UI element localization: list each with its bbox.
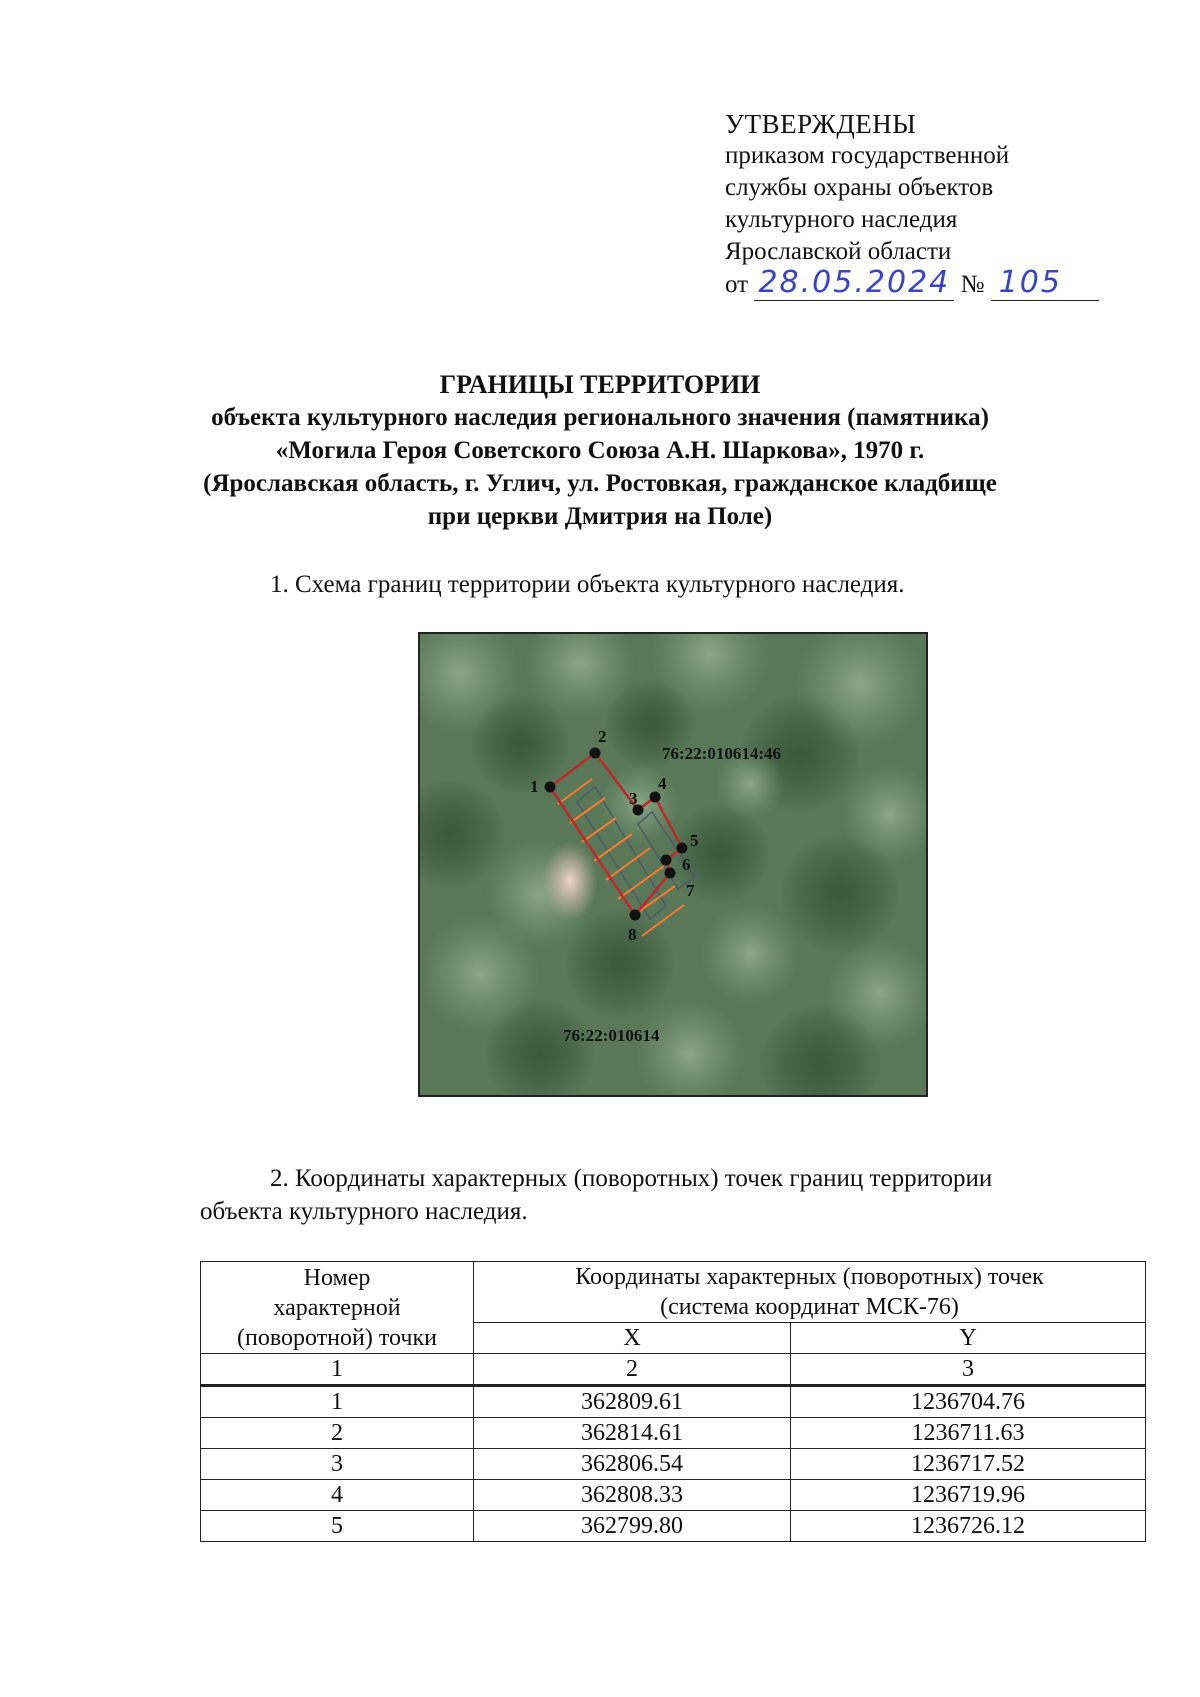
section-2-line: 2. Координаты характерных (поворотных) точек границ территории: [270, 1165, 993, 1192]
number-field: [991, 265, 1099, 301]
boundary-point: [630, 910, 641, 921]
point-label: 4: [658, 774, 667, 793]
header-point-number: [201, 1262, 474, 1354]
y-cell: 1236719.96: [791, 1480, 1146, 1511]
point-label: 2: [598, 727, 607, 746]
heading-line: при церкви Дмитрия на Поле): [427, 503, 773, 530]
section-1-title: 1. Схема границ территории объекта культурного наследия.: [270, 571, 905, 598]
boundary-point: [590, 748, 601, 759]
x-cell: 362799.80: [474, 1511, 791, 1542]
date-prefix: от: [725, 271, 749, 298]
tree-canopy-texture: [420, 634, 926, 1095]
point-label: 5: [690, 831, 699, 850]
heading-line: объекта культурного наследия регионального значения (памятника): [211, 404, 989, 431]
boundary-point: [661, 855, 672, 866]
point-number-cell: 2: [201, 1418, 474, 1449]
point-number-cell: 1: [201, 1386, 474, 1418]
approval-line: культурного наследия: [725, 206, 958, 233]
point-label: 1: [530, 777, 539, 796]
table-row: [201, 1449, 1146, 1480]
coordinates-table: [200, 1261, 1146, 1542]
y-cell: 1236704.76: [791, 1386, 1146, 1418]
approval-line: службы охраны объектов: [725, 174, 994, 201]
point-label: 8: [628, 925, 637, 944]
boundary-point: [665, 868, 676, 879]
header-x: X: [474, 1323, 791, 1354]
header-text: Номер: [303, 1264, 371, 1291]
boundary-scheme-map: [418, 632, 928, 1097]
column-number: 1: [201, 1354, 474, 1386]
section-2-title: [200, 1162, 1145, 1228]
handwritten-number: 105: [998, 265, 1062, 300]
section-2-line: объекта культурного наследия.: [200, 1198, 528, 1225]
header-text: характерной: [273, 1294, 401, 1321]
parcel-cadastral-label: 76:22:010614:46: [662, 744, 781, 763]
heading-line: (Ярославская область, г. Углич, ул. Ростовкая, гражданское кладбище: [203, 470, 997, 497]
table-row: [201, 1511, 1146, 1542]
x-cell: 362808.33: [474, 1480, 791, 1511]
x-cell: 362814.61: [474, 1418, 791, 1449]
table-row: [201, 1480, 1146, 1511]
point-label: 6: [682, 855, 691, 874]
point-label: 7: [686, 881, 695, 900]
boundary-point: [677, 843, 688, 854]
map-canvas: [420, 634, 926, 1095]
x-cell: 362806.54: [474, 1449, 791, 1480]
y-cell: 1236711.63: [791, 1418, 1146, 1449]
table-row: [201, 1386, 1146, 1418]
approval-title: УТВЕРЖДЕНЫ: [725, 109, 917, 139]
y-cell: 1236726.12: [791, 1511, 1146, 1542]
boundary-point: [545, 782, 556, 793]
x-cell: 362809.61: [474, 1386, 791, 1418]
clearing-patch: [542, 841, 598, 921]
header-text: Координаты характерных (поворотных) точек: [575, 1264, 1044, 1290]
header-text: (поворотной) точки: [237, 1324, 437, 1351]
table-header-row: [201, 1262, 1146, 1323]
point-label: 3: [629, 789, 638, 808]
approval-line: Ярославской области: [725, 238, 952, 265]
approval-line: приказом государственной: [725, 142, 1010, 169]
header-coordinates-group: [474, 1262, 1146, 1323]
y-cell: 1236717.52: [791, 1449, 1146, 1480]
point-number-cell: 4: [201, 1480, 474, 1511]
point-number-cell: 5: [201, 1511, 474, 1542]
approval-date-line: [725, 265, 1099, 301]
boundary-point: [650, 792, 661, 803]
point-number-cell: 3: [201, 1449, 474, 1480]
header-text: (система координат МСК-76): [660, 1294, 959, 1320]
header-y: Y: [791, 1323, 1146, 1354]
number-prefix: №: [960, 271, 985, 298]
document-heading: [0, 368, 1200, 533]
column-number-row: [201, 1354, 1146, 1386]
table-row: [201, 1418, 1146, 1449]
approval-block: [725, 108, 1099, 301]
date-field: [754, 265, 954, 301]
heading-line: «Могила Героя Советского Союза А.Н. Шаркова», 1970 г.: [275, 437, 925, 464]
column-number: 3: [791, 1354, 1146, 1386]
heading-title: ГРАНИЦЫ ТЕРРИТОРИИ: [439, 370, 761, 399]
quarter-cadastral-label: 76:22:010614: [563, 1026, 660, 1045]
handwritten-date: 28.05.2024: [758, 265, 951, 300]
column-number: 2: [474, 1354, 791, 1386]
